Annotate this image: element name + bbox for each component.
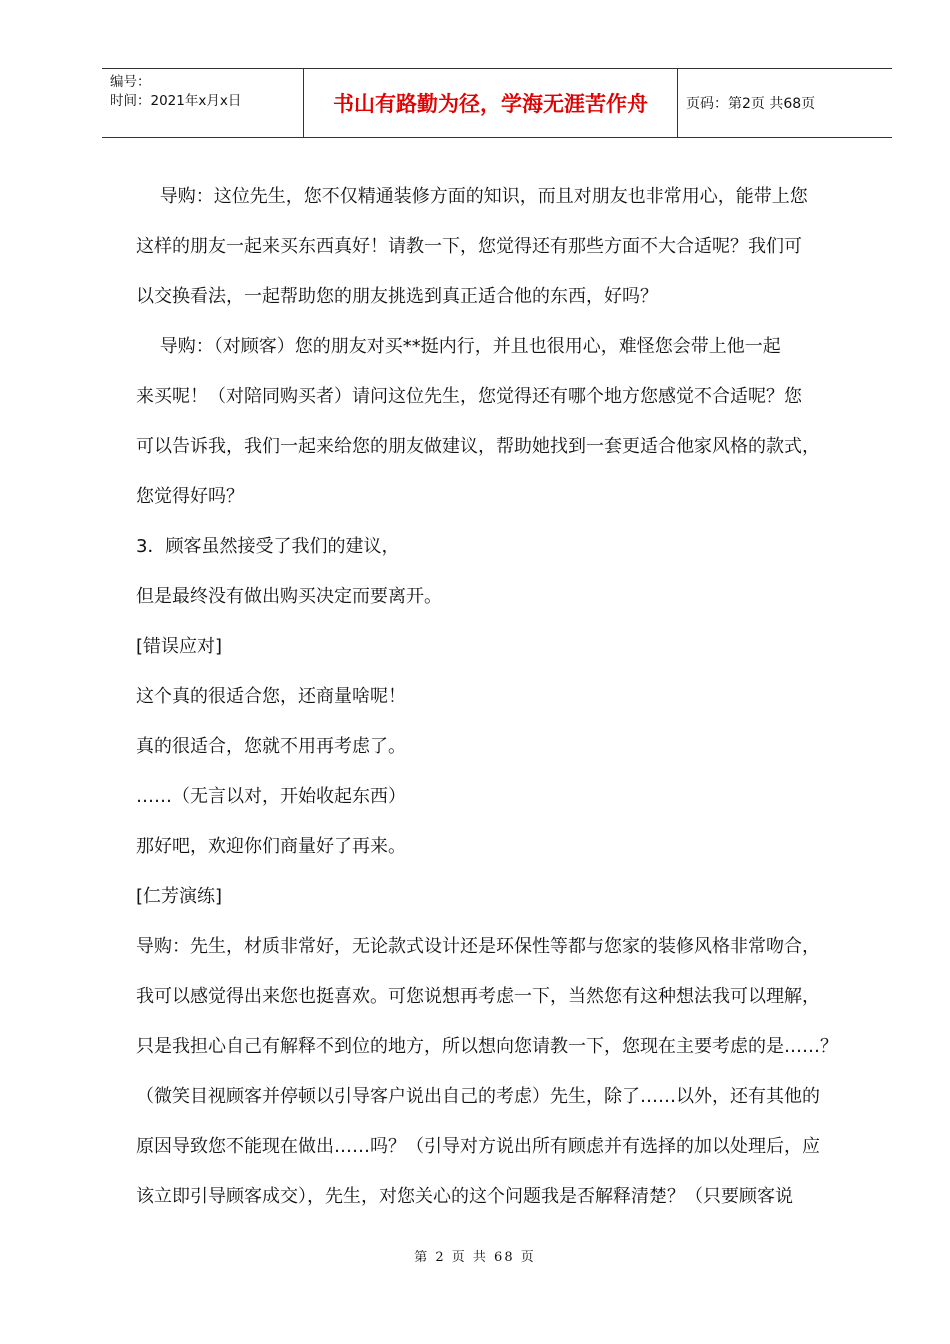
subsection-label: [错误应对] [136,636,223,657]
body-line: 这个真的很适合您，还商量啥呢！ [136,686,406,707]
page-footer: 第 2 页 共 68 页 [414,1250,536,1265]
page-header [102,68,892,138]
body-line: 该立即引导顾客成交），先生，对您关心的这个问题我是否解释清楚？（只要顾客说 [136,1186,793,1207]
body-line: 导购：（对顾客）您的朋友对买**挺内行，并且也很用心，难怪您会带上他一起 [136,336,781,357]
body-line: 我可以感觉得出来您也挺喜欢。可您说想再考虑一下，当然您有这种想法我可以理解， [136,986,820,1007]
body-line: 您觉得好吗？ [136,486,244,507]
document-body [136,172,864,1222]
body-line: 来买呢！（对陪同购买者）请问这位先生，您觉得还有哪个地方您感觉不合适呢？您 [136,386,802,407]
body-line: 以交换看法，一起帮助您的朋友挑选到真正适合他的东西，好吗？ [136,286,658,307]
body-line: 只是我担心自己有解释不到位的地方，所以想向您请教一下，您现在主要考虑的是……？ [136,1036,838,1057]
body-line: 导购：这位先生，您不仅精通装修方面的知识，而且对朋友也非常用心，能带上您 [136,186,808,207]
body-line: 那好吧，欢迎你们商量好了再来。 [136,836,406,857]
number-label: 编号： [110,74,151,90]
body-line: 真的很适合，您就不用再考虑了。 [136,736,406,757]
body-line: ……（无言以对，开始收起东西） [136,786,406,807]
time-label: 时间：2021年x月x日 [110,93,242,109]
section-heading: 3．顾客虽然接受了我们的建议， [136,536,400,557]
header-page-info: 页码：第2页 共68页 [686,96,816,112]
body-line: 但是最终没有做出购买决定而要离开。 [136,586,442,607]
subsection-label: [仁芳演练] [136,886,223,907]
body-line: 原因导致您不能现在做出……吗？（引导对方说出所有顾虑并有选择的加以处理后，应 [136,1136,820,1157]
header-motto: 书山有路勤为径，学海无涯苦作舟 [304,69,678,137]
body-line: 这样的朋友一起来买东西真好！请教一下，您觉得还有那些方面不大合适呢？我们可 [136,236,802,257]
body-line: 导购：先生，材质非常好，无论款式设计还是环保性等都与您家的装修风格非常吻合， [136,936,820,957]
header-meta [102,69,304,137]
body-line: （微笑目视顾客并停顿以引导客户说出自己的考虑）先生，除了……以外，还有其他的 [136,1086,820,1107]
body-line: 可以告诉我，我们一起来给您的朋友做建议，帮助她找到一套更适合他家风格的款式， [136,436,820,457]
